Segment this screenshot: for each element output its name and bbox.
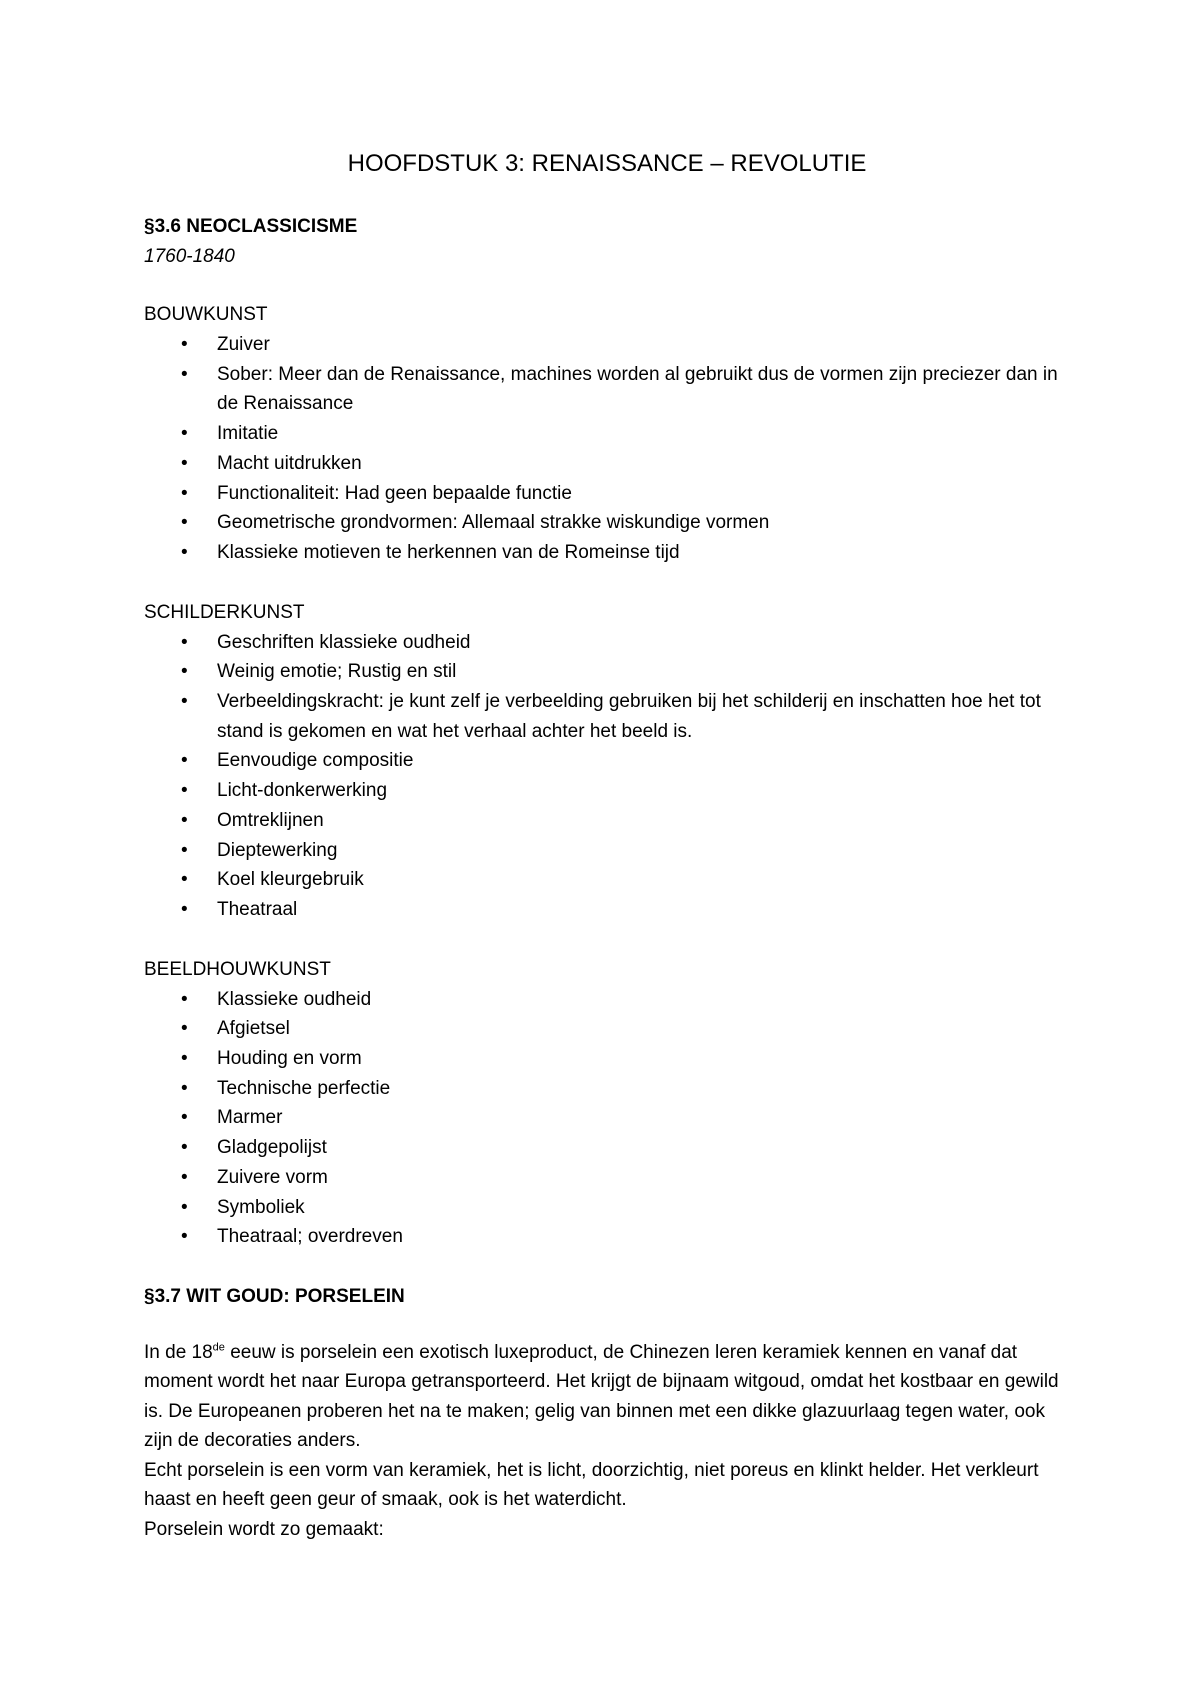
list-item: • Imitatie	[144, 419, 1070, 449]
list-item: • Weinig emotie; Rustig en stil	[144, 657, 1070, 687]
list-item: • Omtreklijnen	[144, 806, 1070, 836]
schilderkunst-list	[144, 628, 1070, 925]
superscript-ordinal: de	[212, 1341, 225, 1354]
paragraph-porselein-properties: Echt porselein is een vorm van keramiek, het is licht, doorzichtig, niet poreus en klinkt helder. Het verkleurt haast en heeft geen geur of smaak, ook is het waterdicht.	[144, 1459, 1039, 1511]
list-item: • Licht-donkerwerking	[144, 776, 1070, 806]
list-item: • Sober: Meer dan de Renaissance, machines worden al gebruikt dus de vormen zijn preciezer dan in de Renaissance	[144, 360, 1070, 419]
list-item: • Dieptewerking	[144, 836, 1070, 866]
list-item: • Verbeeldingskracht: je kunt zelf je verbeelding gebruiken bij het schilderij en inschatten hoe het tot stand is gekomen en wat het verhaal achter het beeld is.	[144, 687, 1070, 746]
list-item: • Klassieke motieven te herkennen van de Romeinse tijd	[144, 538, 1070, 568]
paragraph-porselein-process: Porselein wordt zo gemaakt:	[144, 1518, 384, 1540]
list-item: • Eenvoudige compositie	[144, 746, 1070, 776]
list-item: • Symboliek	[144, 1193, 1070, 1223]
list-item: • Marmer	[144, 1103, 1070, 1133]
list-item: • Macht uitdrukken	[144, 449, 1070, 479]
subheading-schilderkunst: SCHILDERKUNST	[144, 601, 305, 623]
paragraph-porselein-history	[144, 1338, 1070, 1456]
list-item: • Zuiver	[144, 330, 1070, 360]
section-heading-neoclassicisme: §3.6 NEOCLASSICISME	[144, 216, 358, 237]
paragraph-text: eeuw is porselein een exotisch luxeproduct, de Chinezen leren keramiek kennen en vanaf dat moment wordt het naar Europa getransporteerd. Het krijgt de bijnaam witgoud, omdat het kostbaar en gewild is. De Europeanen proberen het na te maken; gelig van binnen met een dikke glazuurlaag tegen water, ook zijn de decoraties anders.	[144, 1341, 1059, 1452]
list-item: • Geometrische grondvormen: Allemaal strakke wiskundige vormen	[144, 508, 1070, 538]
bouwkunst-list	[144, 330, 1070, 568]
list-item: • Theatraal	[144, 895, 1070, 925]
list-item: • Gladgepolijst	[144, 1133, 1070, 1163]
list-item: • Houding en vorm	[144, 1044, 1070, 1074]
list-item: • Theatraal; overdreven	[144, 1222, 1070, 1252]
list-item: • Functionaliteit: Had geen bepaalde functie	[144, 479, 1070, 509]
list-item: • Afgietsel	[144, 1014, 1070, 1044]
subheading-bouwkunst: BOUWKUNST	[144, 304, 268, 325]
subheading-beeldhouwkunst: BEELDHOUWKUNST	[144, 958, 331, 980]
list-item: • Technische perfectie	[144, 1074, 1070, 1104]
section-heading-porselein: §3.7 WIT GOUD: PORSELEIN	[144, 1285, 405, 1307]
list-item: • Klassieke oudheid	[144, 985, 1070, 1015]
paragraph-text: In de 18	[144, 1341, 213, 1363]
list-item: • Koel kleurgebruik	[144, 865, 1070, 895]
beeldhouwkunst-list	[144, 985, 1070, 1252]
period-label: 1760-1840	[144, 246, 235, 267]
list-item: • Zuivere vorm	[144, 1163, 1070, 1193]
list-item: • Geschriften klassieke oudheid	[144, 628, 1070, 658]
page-title: HOOFDSTUK 3: RENAISSANCE – REVOLUTIE	[347, 150, 867, 177]
